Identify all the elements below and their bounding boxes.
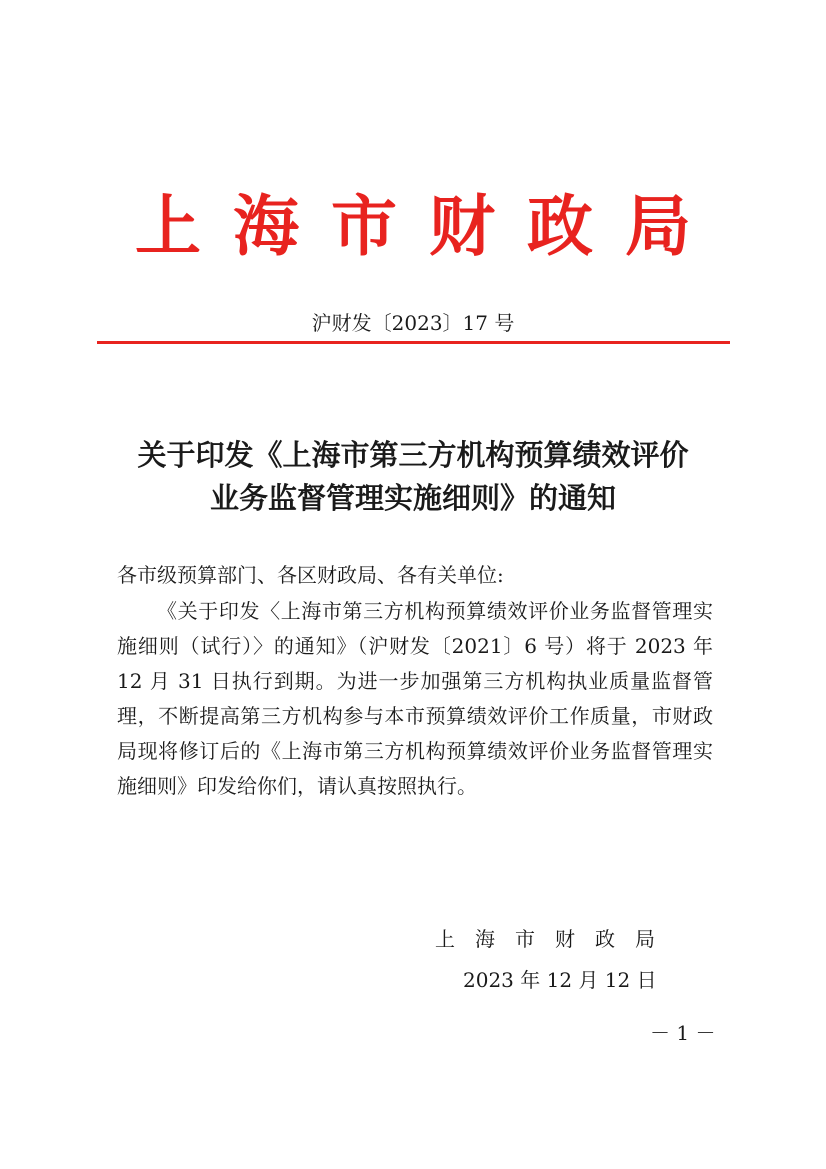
salutation: 各市级预算部门、各区财政局、各有关单位: [117,563,504,587]
document-title [96,434,730,520]
page-number: － 1 － [650,1021,716,1045]
body-paragraph: 《关于印发〈上海市第三方机构预算绩效评价业务监督管理实施细则（试行）〉的通知》（沪财发〔2021〕6 号）将于 2023 年 12 月 31 日执行到期。为进一步加强第三方机构执业质量监督管理，不断提高第三方机构参与本市预算绩效评价工作质量，市财政局现将修订后的《上海市第三方机构预算绩效评价业务监督管理实施细则》印发给你们，请认真按照执行。 [117,599,713,798]
agency-header-title: 上海市财政局 [135,187,723,265]
signature-date: 2023 年 12 月 12 日 [463,968,657,992]
document-number: 沪财发〔2023〕17 号 [311,311,515,335]
document-title-line-1: 关于印发《上海市第三方机构预算绩效评价 [137,438,689,472]
signature-agency: 上海市财政局 [435,927,675,951]
document-title-line-2: 业务监督管理实施细则》的通知 [209,481,616,515]
header-divider [97,341,730,344]
